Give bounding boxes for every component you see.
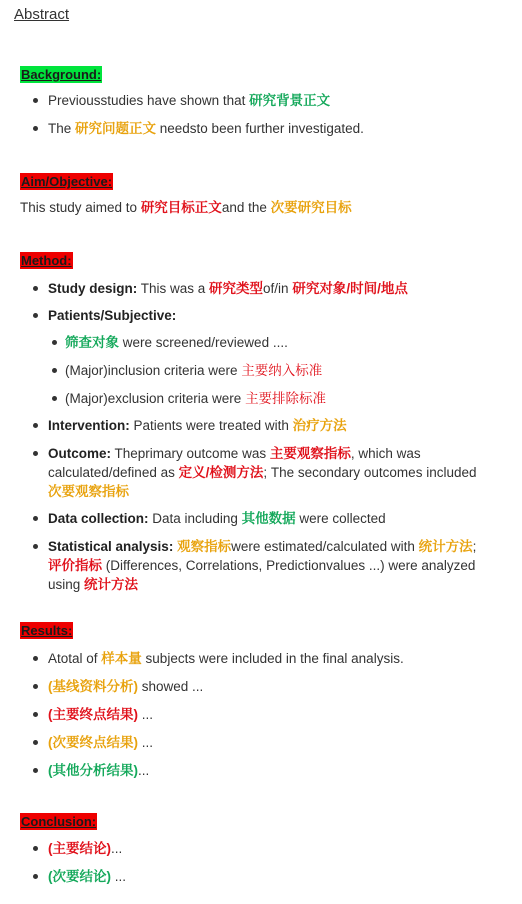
- aim-line: [20, 198, 352, 217]
- conclusion-item-2: [48, 867, 126, 886]
- text: The: [48, 121, 76, 136]
- method-outcome-line-1: [48, 444, 421, 463]
- bullet-icon: [33, 423, 38, 428]
- bullet-icon: [33, 874, 38, 879]
- text: (Major)inclusion criteria were: [65, 363, 242, 378]
- label: Data collection:: [48, 511, 149, 526]
- conclusion-item-1: [48, 839, 122, 858]
- highlight: (主要终点结果): [48, 707, 138, 722]
- highlight: (主要结论): [48, 841, 111, 856]
- method-statistical-line-3: [48, 575, 138, 594]
- highlight: 治疗方法: [292, 418, 347, 433]
- highlight: 主要排除标准: [245, 391, 327, 406]
- highlight: 其他数据: [241, 511, 296, 526]
- text: ...: [111, 841, 123, 856]
- bullet-icon: [33, 712, 38, 717]
- label: Statistical analysis:: [48, 539, 174, 554]
- text: Data including: [148, 511, 242, 526]
- text: Atotal of: [48, 651, 102, 666]
- method-patients-sub-1: [65, 333, 288, 352]
- bullet-icon: [33, 768, 38, 773]
- method-patients-sub-3: [65, 389, 326, 408]
- bullet-icon: [33, 740, 38, 745]
- highlight: 研究类型: [209, 281, 264, 296]
- highlight: (其他分析结果): [48, 763, 138, 778]
- method-intervention: [48, 416, 347, 435]
- text: subjects were included in the final analysis.: [141, 651, 404, 666]
- text: ...: [138, 707, 154, 722]
- background-item-1: [48, 91, 330, 110]
- method-patients: [48, 306, 176, 325]
- highlight: (次要终点结果): [48, 735, 138, 750]
- background-item-2: [48, 119, 364, 138]
- text: This was a: [137, 281, 210, 296]
- highlight: 次要观察指标: [48, 484, 129, 499]
- label: Study design:: [48, 281, 138, 296]
- bullet-icon: [33, 98, 38, 103]
- text: , which was: [350, 446, 421, 461]
- results-item-5: [48, 761, 149, 780]
- text: ; The secondary outcomes included: [263, 465, 477, 480]
- text: showed ...: [138, 679, 204, 694]
- bullet-icon: [52, 340, 57, 345]
- method-data-collection: [48, 509, 386, 528]
- text: Theprimary outcome was: [111, 446, 270, 461]
- text: were estimated/calculated with: [231, 539, 419, 554]
- method-patients-sub-2: [65, 361, 322, 380]
- text: Patients were treated with: [129, 418, 293, 433]
- text: Previousstudies have shown that: [48, 93, 250, 108]
- text: calculated/defined as: [48, 465, 179, 480]
- highlight: 筛查对象: [65, 335, 119, 350]
- bullet-icon: [33, 544, 38, 549]
- bullet-icon: [52, 368, 57, 373]
- highlight: 次要研究目标: [270, 200, 352, 215]
- highlight: 主要观察指标: [269, 446, 351, 461]
- label: Patients/Subjective:: [48, 308, 177, 323]
- highlight: 研究背景正文: [249, 93, 331, 108]
- bullet-icon: [33, 451, 38, 456]
- page-title[interactable]: Abstract: [14, 6, 70, 23]
- background-heading: Background:: [21, 67, 102, 82]
- results-item-4: [48, 733, 153, 752]
- method-outcome-line-3: [48, 482, 129, 501]
- bullet-icon: [33, 656, 38, 661]
- highlight: 评价指标: [48, 558, 102, 573]
- aim-heading: Aim/Objective:: [21, 174, 113, 189]
- highlight: 研究对象/时间/地点: [292, 281, 408, 296]
- text: (Major)exclusion criteria were: [65, 391, 246, 406]
- highlight: 统计方法: [84, 577, 139, 592]
- label: Outcome:: [48, 446, 112, 461]
- conclusion-heading: Conclusion:: [21, 814, 97, 829]
- highlight: 主要纳入标准: [241, 363, 323, 378]
- text: and the: [221, 200, 271, 215]
- text: ...: [138, 763, 150, 778]
- method-statistical-line-2: [48, 556, 475, 575]
- text: using: [48, 577, 85, 592]
- text: were screened/reviewed ....: [119, 335, 288, 350]
- text: ;: [472, 539, 477, 554]
- results-item-2: [48, 677, 203, 696]
- text: of/in: [263, 281, 293, 296]
- text: were collected: [295, 511, 386, 526]
- bullet-icon: [33, 684, 38, 689]
- text: ...: [138, 735, 154, 750]
- bullet-icon: [33, 846, 38, 851]
- text: ...: [111, 869, 127, 884]
- highlight: 观察指标: [177, 539, 232, 554]
- method-heading: Method:: [21, 253, 72, 268]
- label: Intervention:: [48, 418, 130, 433]
- results-item-1: [48, 649, 404, 668]
- text: (Differences, Correlations, Predictionvalues ...) were analyzed: [102, 558, 476, 573]
- results-heading: Results:: [21, 623, 73, 638]
- highlight: 定义/检测方法: [178, 465, 264, 480]
- text: needsto been further investigated.: [156, 121, 364, 136]
- method-study-design: [48, 279, 408, 298]
- highlight: 统计方法: [418, 539, 473, 554]
- text: This study aimed to: [20, 200, 141, 215]
- highlight: 样本量: [101, 651, 142, 666]
- bullet-icon: [33, 313, 38, 318]
- highlight: 研究问题正文: [75, 121, 157, 136]
- bullet-icon: [33, 286, 38, 291]
- highlight: (基线资料分析): [48, 679, 138, 694]
- method-outcome-line-2: [48, 463, 476, 482]
- bullet-icon: [33, 516, 38, 521]
- highlight: (次要结论): [48, 869, 111, 884]
- results-item-3: [48, 705, 153, 724]
- highlight: 研究目标正文: [140, 200, 222, 215]
- method-statistical-line-1: [48, 537, 476, 556]
- bullet-icon: [33, 126, 38, 131]
- bullet-icon: [52, 396, 57, 401]
